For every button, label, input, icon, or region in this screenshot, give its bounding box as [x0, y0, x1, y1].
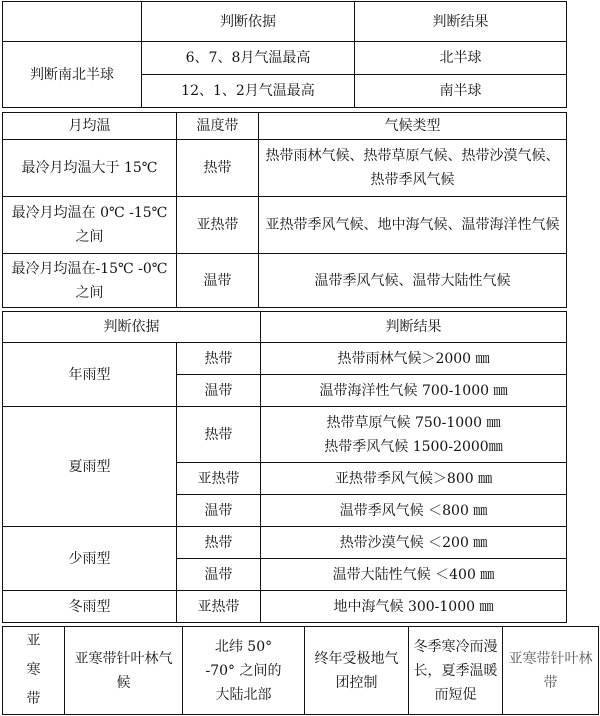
location-line: 大陆北部 — [215, 686, 272, 703]
table3-result-cell — [261, 343, 567, 375]
table1-result-cell: 南半球 — [355, 75, 567, 108]
table2-temp-cell: 最冷月均温大于 15℃ — [3, 140, 177, 197]
table3-zone-cell: 热带 — [177, 343, 261, 375]
table3-zone-cell: 温带 — [177, 495, 261, 527]
precipitation-type-table — [2, 311, 567, 623]
table4-vegetation-cell: 亚寒带针叶林带 — [503, 627, 599, 715]
table3-zone-cell: 温带 — [177, 559, 261, 591]
table3-rain-type: 年雨型 — [3, 343, 177, 407]
table1-corner — [3, 2, 142, 42]
result-line: 热带季风气候 1500-2000㎜ — [324, 438, 503, 455]
table3-result-cell — [261, 375, 567, 407]
table3-zone-cell: 亚热带 — [177, 591, 261, 623]
table2-temp-cell: 最冷月均温在-15℃ -0℃之间 — [3, 254, 177, 308]
zone-char: 亚 — [26, 633, 41, 649]
table3-result-cell — [261, 463, 567, 495]
table3-result-cell — [261, 495, 567, 527]
table4-feature-cell: 冬季寒冷而漫长，夏季温暖而短促 — [409, 627, 503, 715]
table4-cause-cell: 终年受极地气团控制 — [305, 627, 409, 715]
table3-header-result: 判断结果 — [261, 312, 567, 343]
table2-climate-cell: 温带季风气候、温带大陆性气候 — [259, 254, 567, 308]
table3-zone-cell: 热带 — [177, 407, 261, 463]
subarctic-table — [2, 626, 599, 715]
table3-result-cell — [261, 559, 567, 591]
table3-rain-type: 少雨型 — [3, 527, 177, 591]
result-line: 热带沙漠气候 ＜200 ㎜ — [339, 534, 488, 551]
table1-basis-cell: 6、7、8月气温最高 — [142, 42, 355, 75]
table2-climate-cell: 亚热带季风气候、地中海气候、温带海洋性气候 — [259, 197, 567, 254]
table2-climate-cell: 热带雨林气候、热带草原气候、热带沙漠气候、热带季风气候 — [259, 140, 567, 197]
result-line: 地中海气候 300-1000 ㎜ — [333, 598, 494, 615]
table3-result-cell — [261, 591, 567, 623]
table2-zone-cell: 温带 — [177, 254, 259, 308]
table3-zone-cell: 热带 — [177, 527, 261, 559]
table2-header-temp: 月均温 — [3, 113, 177, 140]
table1-header-basis: 判断依据 — [142, 2, 355, 42]
result-line: 温带大陆性气候 ＜400 ㎜ — [332, 566, 495, 583]
result-line: 亚热带季风气候＞800 ㎜ — [334, 470, 493, 487]
table2-temp-cell: 最冷月均温在 0℃ -15℃之间 — [3, 197, 177, 254]
table1-row-label: 判断南北半球 — [3, 42, 142, 108]
table4-location-cell — [183, 627, 305, 715]
table2-zone-cell: 热带 — [177, 140, 259, 197]
table3-result-cell — [261, 407, 567, 463]
temperature-zone-table — [2, 112, 567, 308]
table2-header-zone: 温度带 — [177, 113, 259, 140]
table4-climate-cell: 亚寒带针叶林气候 — [65, 627, 183, 715]
table3-zone-cell: 亚热带 — [177, 463, 261, 495]
table1-basis-cell: 12、1、2月气温最高 — [142, 75, 355, 108]
table4-zone-cell — [3, 627, 65, 715]
table3-rain-type: 夏雨型 — [3, 407, 177, 527]
location-line: 北纬 50° — [214, 638, 273, 655]
table1-header-result: 判断结果 — [355, 2, 567, 42]
table3-header-basis: 判断依据 — [3, 312, 261, 343]
result-line: 热带雨林气候＞2000 ㎜ — [337, 350, 490, 367]
zone-char: 带 — [26, 691, 41, 707]
hemisphere-table — [2, 1, 567, 108]
table3-result-cell — [261, 527, 567, 559]
location-line: -70° 之间的 — [205, 662, 282, 679]
table1-result-cell: 北半球 — [355, 42, 567, 75]
result-line: 温带海洋性气候 700-1000 ㎜ — [319, 382, 508, 399]
table3-zone-cell: 温带 — [177, 375, 261, 407]
table2-header-climate: 气候类型 — [259, 113, 567, 140]
result-line: 温带季风气候 ＜800 ㎜ — [339, 502, 488, 519]
result-line: 热带草原气候 750-1000 ㎜ — [326, 414, 501, 431]
zone-char: 寒 — [26, 662, 41, 678]
table3-rain-type: 冬雨型 — [3, 591, 177, 623]
table2-zone-cell: 亚热带 — [177, 197, 259, 254]
